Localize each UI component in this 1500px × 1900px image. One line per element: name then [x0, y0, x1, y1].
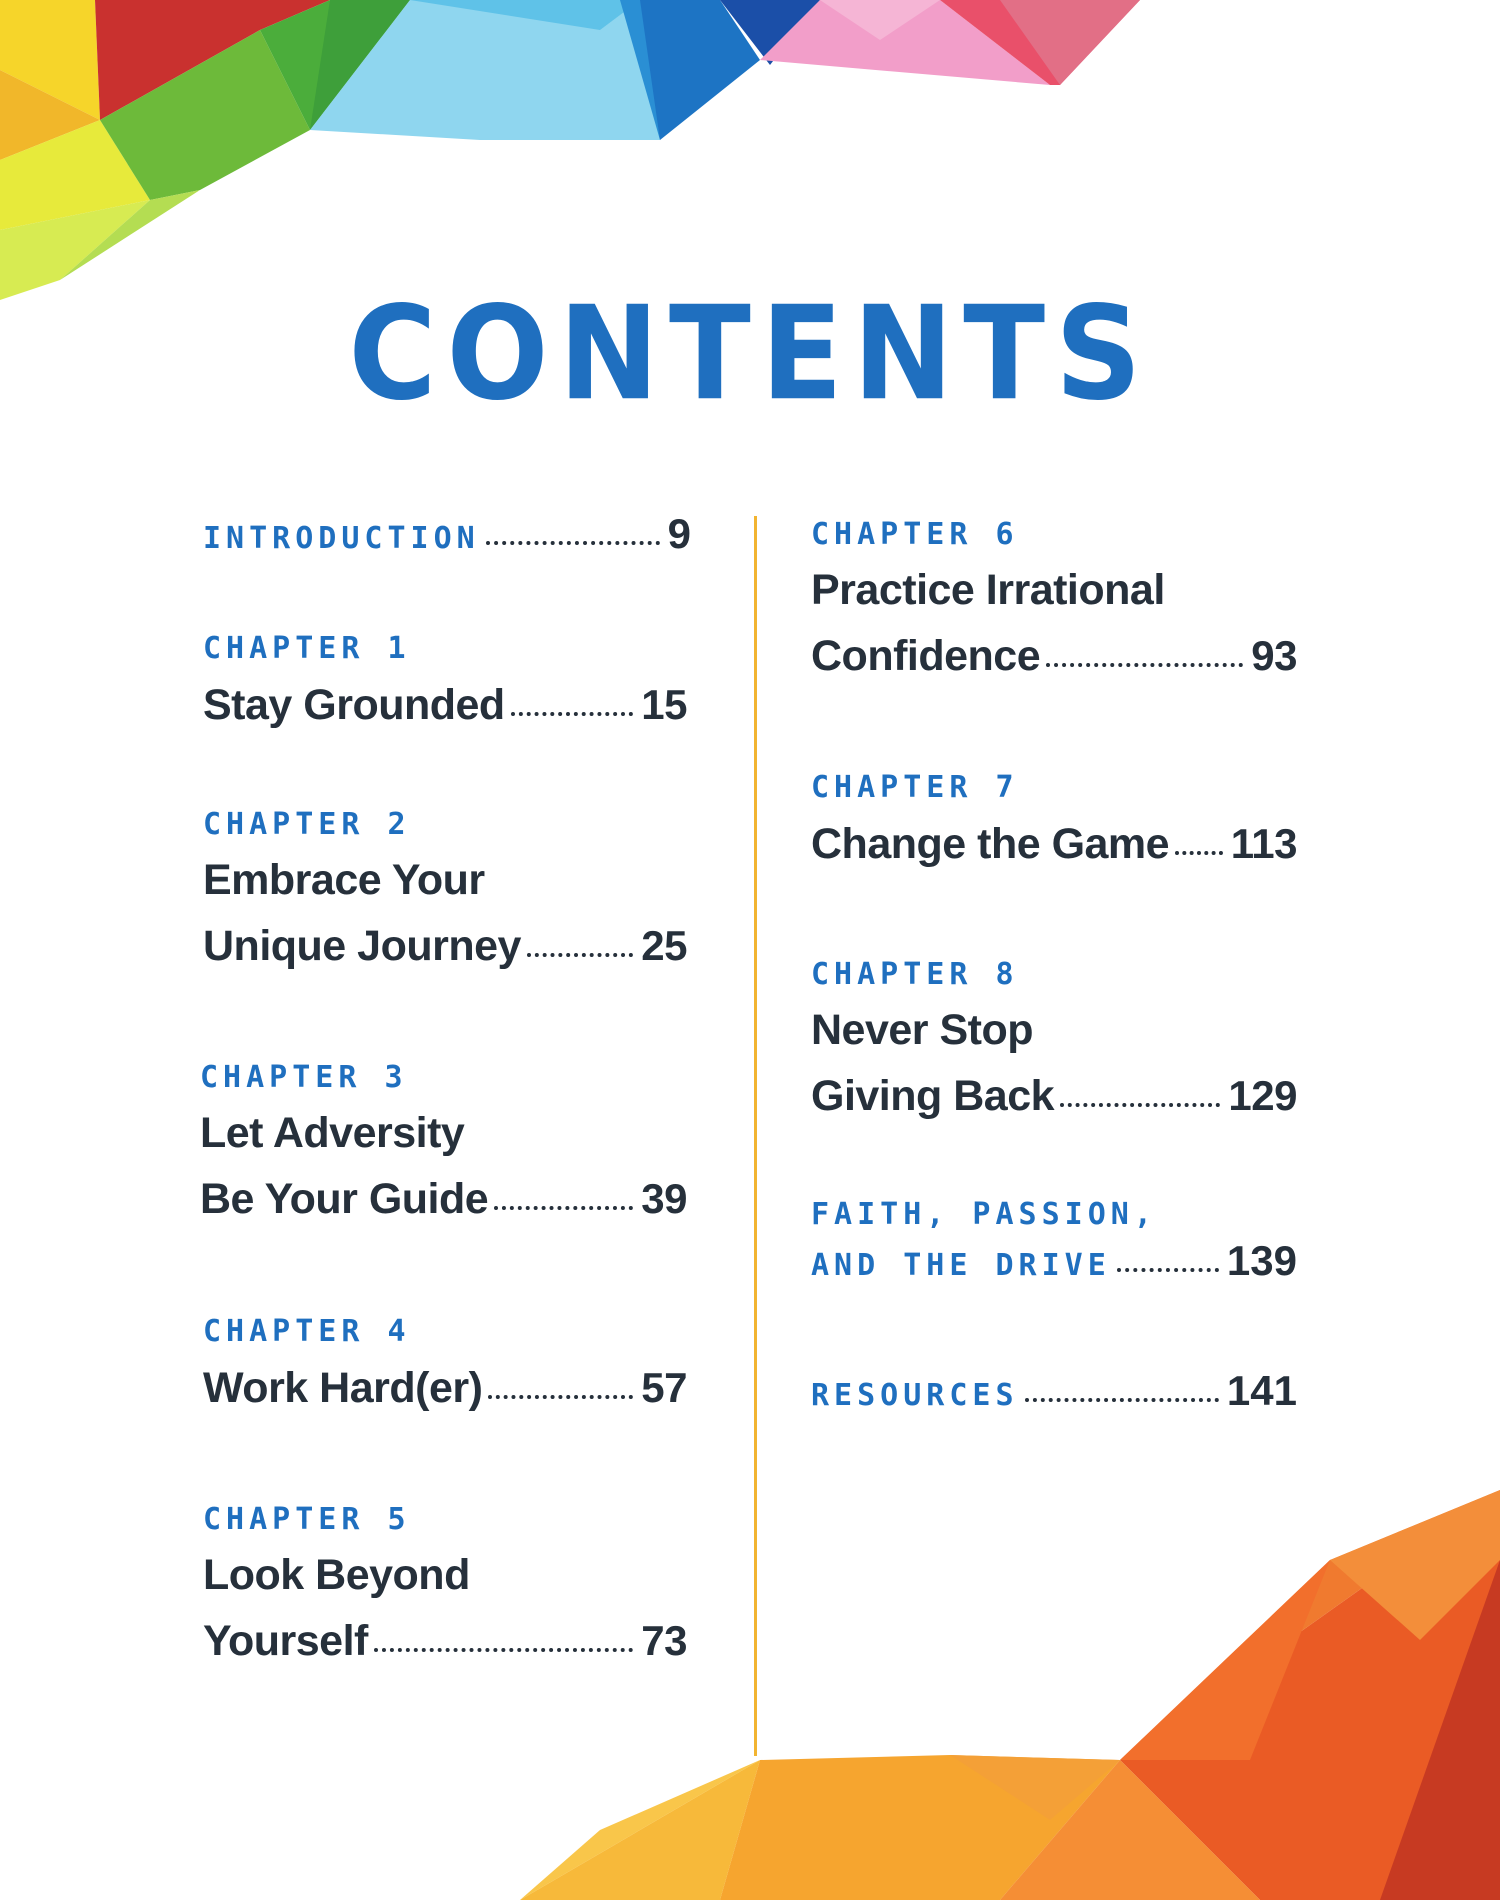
chapter-label: CHAPTER 7	[811, 770, 1019, 805]
dot-leader	[1060, 1103, 1220, 1107]
chapter-title: Work Hard(er)	[203, 1364, 483, 1412]
dot-leader	[488, 1395, 633, 1399]
chapter-title-line-2: Giving Back	[811, 1072, 1055, 1120]
dot-leader	[486, 541, 660, 545]
chapter-title-line-1: Never Stop	[811, 1006, 1034, 1054]
dot-leader	[527, 953, 633, 957]
entry-label: RESOURCES	[811, 1378, 1019, 1413]
chapter-title: Change the Game	[811, 820, 1170, 868]
toc-entry-chapter-8[interactable]	[811, 952, 1297, 1129]
toc-entry-chapter-4[interactable]	[203, 1309, 687, 1421]
entry-label-line-1: FAITH, PASSION,	[811, 1197, 1157, 1232]
dot-leader	[494, 1206, 633, 1210]
toc-entry-chapter-3[interactable]	[200, 1055, 687, 1232]
toc-entry-chapter-5[interactable]	[203, 1497, 687, 1674]
dot-leader	[1175, 851, 1223, 855]
chapter-title-line-1: Let Adversity	[200, 1109, 465, 1157]
chapter-label: CHAPTER 3	[200, 1060, 408, 1095]
dot-leader	[374, 1648, 633, 1652]
chapter-label: CHAPTER 4	[203, 1314, 411, 1349]
chapter-label: CHAPTER 2	[203, 807, 411, 842]
page-number: 73	[641, 1617, 687, 1664]
page-number: 9	[667, 510, 691, 557]
toc-entry-resources[interactable]	[811, 1368, 1297, 1419]
chapter-title-line-1: Practice Irrational	[811, 566, 1165, 614]
column-divider	[754, 516, 757, 1756]
entry-label: INTRODUCTION	[203, 521, 480, 556]
dot-leader	[1046, 663, 1243, 667]
dot-leader	[511, 712, 634, 716]
page-title: CONTENTS	[348, 279, 1152, 430]
chapter-label: CHAPTER 5	[203, 1502, 411, 1537]
chapter-title-line-2: Confidence	[811, 632, 1041, 680]
toc-entry-faith-passion-drive[interactable]	[811, 1192, 1297, 1289]
page-number: 57	[641, 1364, 687, 1411]
entry-label-line-2: AND THE DRIVE	[811, 1248, 1111, 1283]
dot-leader	[1117, 1268, 1219, 1272]
toc-entry-chapter-7[interactable]	[811, 765, 1297, 877]
toc-entry-chapter-6[interactable]	[811, 512, 1297, 689]
chapter-title-line-2: Unique Journey	[203, 922, 521, 970]
toc-entry-introduction[interactable]	[203, 511, 691, 562]
page-number: 129	[1228, 1072, 1297, 1119]
page-number: 93	[1251, 632, 1297, 679]
chapter-label: CHAPTER 1	[203, 631, 411, 666]
chapter-label: CHAPTER 8	[811, 957, 1019, 992]
toc-entry-chapter-2[interactable]	[203, 802, 687, 979]
page-number: 25	[641, 922, 687, 969]
chapter-title: Stay Grounded	[203, 681, 505, 729]
page-number: 113	[1230, 820, 1297, 867]
chapter-label: CHAPTER 6	[811, 517, 1019, 552]
chapter-title-line-2: Yourself	[203, 1617, 368, 1665]
dot-leader	[1025, 1398, 1219, 1402]
page-number: 139	[1226, 1237, 1297, 1284]
chapter-title-line-1: Embrace Your	[203, 856, 485, 904]
page-number: 15	[641, 681, 687, 728]
page-number: 141	[1226, 1367, 1297, 1414]
chapter-title-line-1: Look Beyond	[203, 1551, 470, 1599]
page-number: 39	[641, 1175, 687, 1222]
toc-entry-chapter-1[interactable]	[203, 626, 687, 738]
chapter-title-line-2: Be Your Guide	[200, 1175, 489, 1223]
